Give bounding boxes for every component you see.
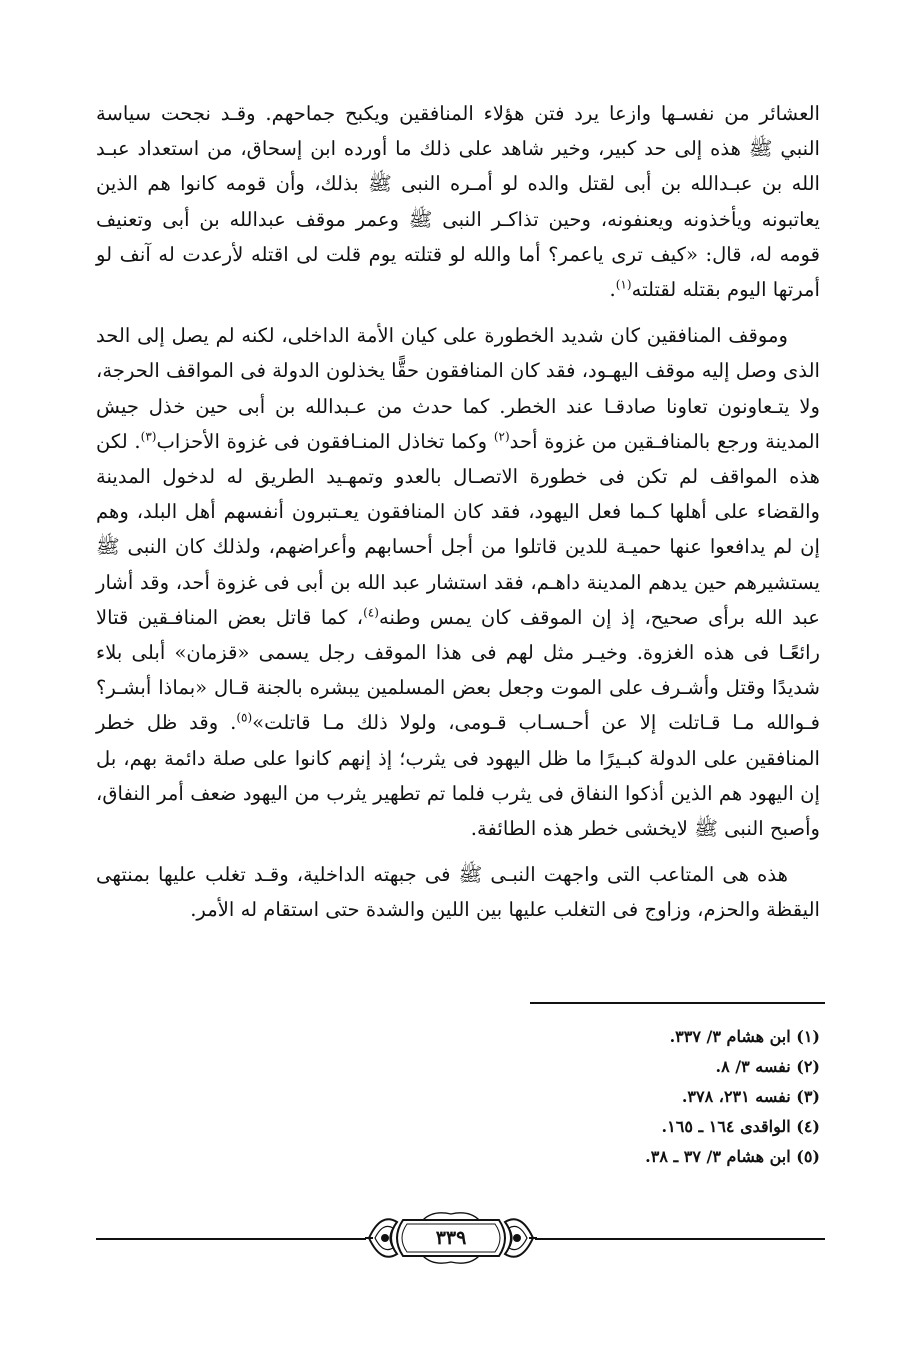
footnote-ref[interactable]: (٤) (363, 605, 379, 620)
footnote: (٣) نفسه ٢٣١، ٣٧٨. (681, 1087, 820, 1106)
footnote: (٥) ابن هشام ٣/ ٣٧ ـ ٣٨. (645, 1147, 820, 1166)
footnote-ref[interactable]: (٥) (236, 710, 253, 725)
paragraph-text: العشائر من نفسـها وازعا يرد فتن هؤلاء المنافقين ويكبح جماحهم. وقـد نجحت سياسة النبي ﷺ هذه إلى حد كبير، وخير شاهد على ذلك ما أورده ابن إسحاق، من استعداد عبـد الله بن عبـدالله بن أبى لقتل والده لو أمـره النبى ﷺ بذلك، وأن قومه كانوا هم الذين يعاتبونه ويأخذونه ويعنفونه، وحين تذاكـر النبى ﷺ وعمر موقف عبدالله بن أبى وتعنيف قومه له، قال: «كيف ترى ياعمر؟ أما والله لو قتلته يوم قلت لى اقتله لأرعدت له آنف لو أمرتها اليوم بقتله لقتلته (96, 102, 820, 302)
paragraph-text: . وقد ظل خطر المنافقين على الدولة كبـيرًا ما ظل اليهود فى يثرب؛ إذ إنهم كانوا على صلة دائمة بهم، بل إن اليهود هم الذين أذكوا النفاق فى يثرب فلما تم تطهير يثرب من اليهود ضعف أمر النفاق، وأصبح النبى ﷺ لايخشى خطر هذه الطائفة. (96, 711, 820, 841)
footnote: (٢) نفسه ٣/ ٨. (715, 1057, 820, 1076)
footnote: (٤) الواقدى ١٦٤ ـ ١٦٥. (661, 1117, 820, 1136)
paragraph (96, 318, 820, 846)
paragraph-text: وموقف المنافقين كان شديد الخطورة على كيان الأمة الداخلى، لكنه لم يصل إلى الحد الذى وصل إليه موقف اليهـود، فقد كان المنافقون حقًّا يخذلون الدولة فى المواقف الحرجة، ولا يتـعاونون تعاونا صادقـا عند الخطر. كما حدث من عـبدالله بن أبى حين خذل جيش المدينة ورجع بالمنافـقين من غزوة أحد (96, 324, 820, 453)
footnotes (420, 1022, 820, 1172)
paragraph (96, 96, 820, 307)
paragraph-text: وكما تخاذل المنـافقون فى غزوة الأحزاب (156, 429, 494, 453)
paragraph (96, 857, 820, 927)
body-text (96, 96, 820, 939)
footnote-ref[interactable]: (٣) (140, 429, 157, 444)
paragraph-text: . (609, 278, 616, 302)
bottom-rule-left (96, 1238, 366, 1240)
paragraph-text: هذه هى المتاعب التى واجهت النبـى ﷺ فى جبهته الداخلية، وقـد تغلب عليها بمنتهى اليقظة والحزم، وزاوج فى التغلب عليها بين اللين والشدة حتى استقام له الأمر. (96, 863, 820, 922)
paragraph-text: . لكن هذه المواقف لم تكن فى خطورة الاتصـال بالعدو وتمهـيد الطريق له لدخول المدينة والقضاء على أهلها كـما فعل اليهود، فقد كان المنافقون يعـتبرون أنفسهم أهل البلد، وهم إن لم يدافعوا عنها حميـة للدين قاتلوا من أجل أحسابهم وأعراضهم، ولذلك كان النبى ﷺ يستشيرهم حين يدهم المدينة داهـم، فقد استشار عبد الله بن أبى فى غزوة أحد، وقد أشار عبد الله برأى صحيح، إذ إن الموقف كان يمس وطنه (96, 429, 820, 629)
footnote: (١) ابن هشام ٣/ ٣٣٧. (669, 1027, 820, 1046)
footnote-ref[interactable]: (٢) (493, 429, 510, 444)
footnote-divider (530, 1002, 825, 1004)
paragraph-text: ، كما قاتل بعض المنافـقين قتالا رائعًـا فى هذه الغزوة. وخيـر مثل لهم فى هذا الموقف رجل يسمى «قزمان» أبلى بلاء شديدًا وقتل وأشـرف على الموت وجعل بعض المسلمين يبشره بالجنة قـال «بماذا أبشـر؟ فـوالله مـا قـاتلت إلا عن أحـسـاب قـومى، ولولا ذلك مـا قاتلت» (96, 605, 820, 735)
bottom-rule-right (535, 1238, 825, 1240)
page-number: ٣٣٩ (435, 1227, 467, 1249)
footnote-ref[interactable]: (١) (615, 277, 632, 292)
